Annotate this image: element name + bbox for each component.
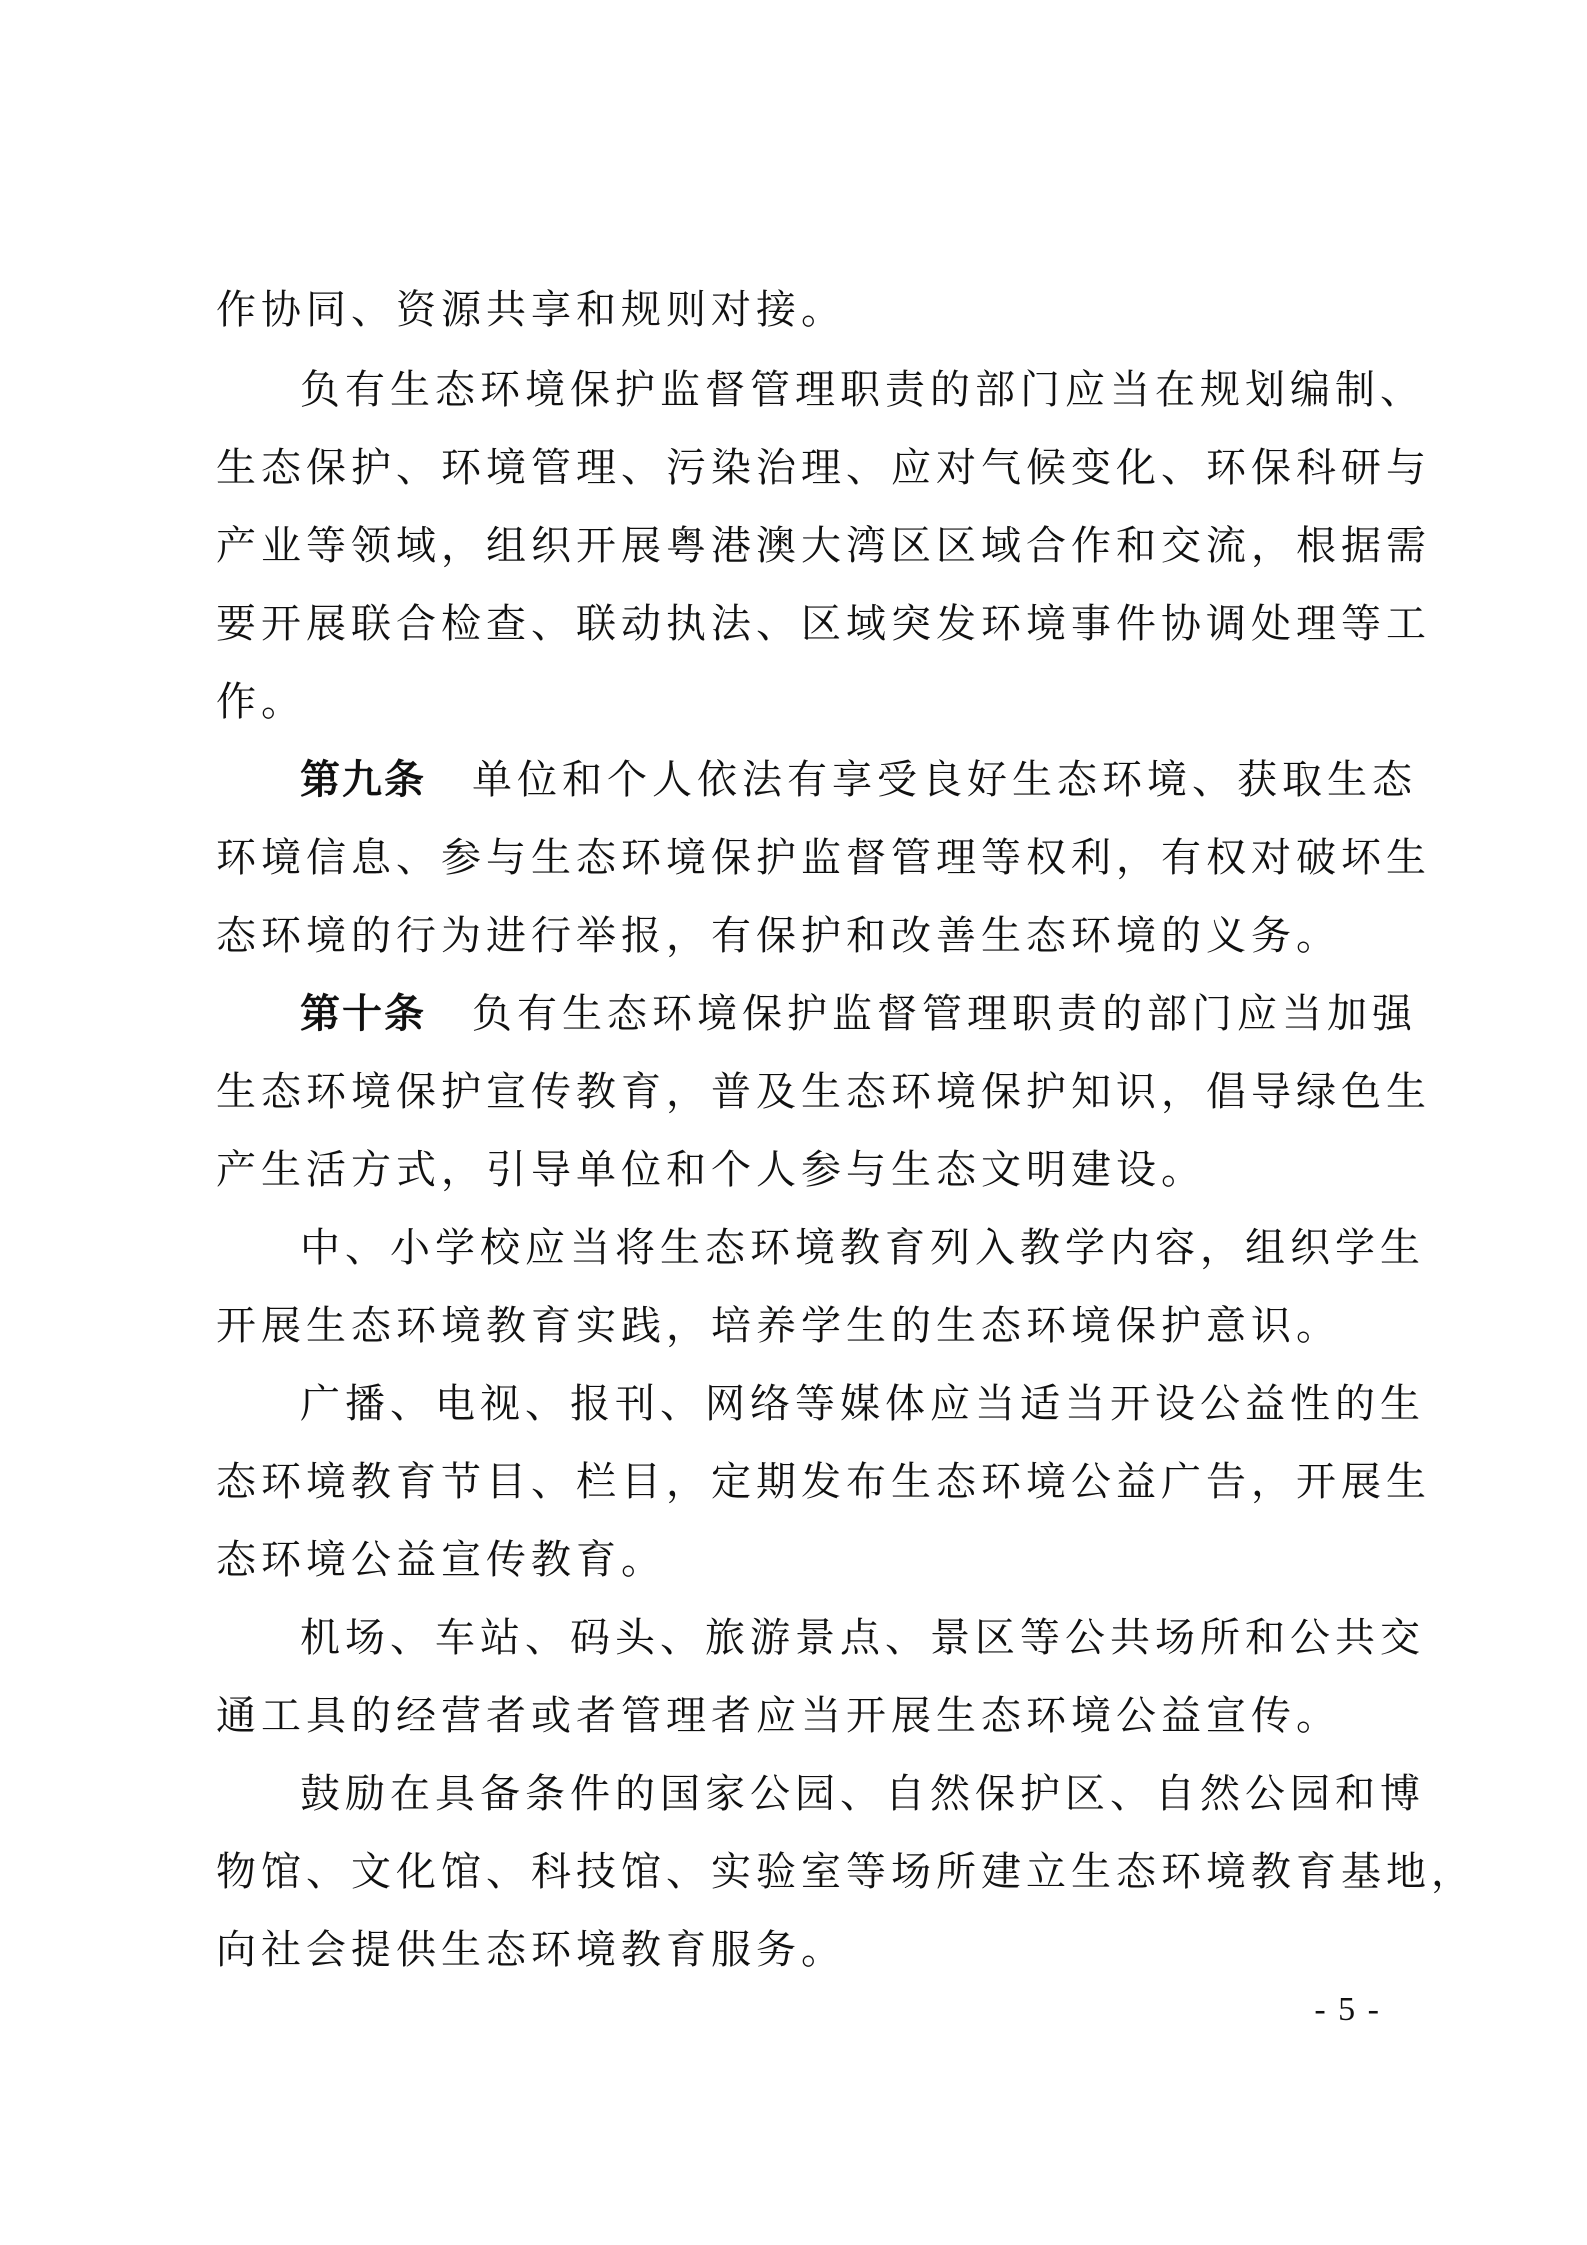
article-10-label: 第十条 [300, 991, 426, 1037]
text-line: 产生活方式，引导单位和个人参与生态文明建设。 [216, 1147, 1206, 1193]
text-line: 态环境的行为进行举报，有保护和改善生态环境的义务。 [216, 913, 1341, 959]
article-10-first-line [300, 974, 1417, 1054]
text-line: 态环境教育节目、栏目，定期发布生态环境公益广告，开展生 [216, 1459, 1431, 1505]
text-line: 广播、电视、报刊、网络等媒体应当适当开设公益性的生 [300, 1381, 1425, 1427]
text-line: 环境信息、参与生态环境保护监督管理等权利，有权对破坏生 [216, 835, 1431, 881]
text-line: 中、小学校应当将生态环境教育列入教学内容，组织学生 [300, 1225, 1425, 1271]
text-line: 生态环境保护宣传教育，普及生态环境保护知识，倡导绿色生 [216, 1069, 1431, 1115]
article-9-first-line [300, 740, 1417, 820]
text-line: 生态保护、环境管理、污染治理、应对气候变化、环保科研与 [216, 445, 1431, 491]
text-line: 态环境公益宣传教育。 [216, 1537, 666, 1583]
text-line: 通工具的经营者或者管理者应当开展生态环境公益宣传。 [216, 1693, 1341, 1739]
text-line: 鼓励在具备条件的国家公园、自然保护区、自然公园和博 [300, 1771, 1425, 1817]
text-line: 作协同、资源共享和规则对接。 [216, 287, 846, 333]
text-line: 开展生态环境教育实践，培养学生的生态环境保护意识。 [216, 1303, 1341, 1349]
article-9-text: 单位和个人依法有享受良好生态环境、获取生态 [472, 757, 1417, 803]
article-10-text: 负有生态环境保护监督管理职责的部门应当加强 [472, 991, 1417, 1037]
article-9-label: 第九条 [300, 757, 426, 803]
text-line: 产业等领域，组织开展粤港澳大湾区区域合作和交流，根据需 [216, 523, 1431, 569]
text-line: 机场、车站、码头、旅游景点、景区等公共场所和公共交 [300, 1615, 1425, 1661]
text-line: 物馆、文化馆、科技馆、实验室等场所建立生态环境教育基地， [216, 1849, 1476, 1895]
page-number: - 5 - [1314, 1991, 1381, 2028]
text-line: 要开展联合检查、联动执法、区域突发环境事件协调处理等工 [216, 601, 1431, 647]
text-line: 作。 [216, 679, 306, 725]
text-line: 负有生态环境保护监督管理职责的部门应当在规划编制、 [300, 367, 1425, 413]
text-line: 向社会提供生态环境教育服务。 [216, 1927, 846, 1973]
